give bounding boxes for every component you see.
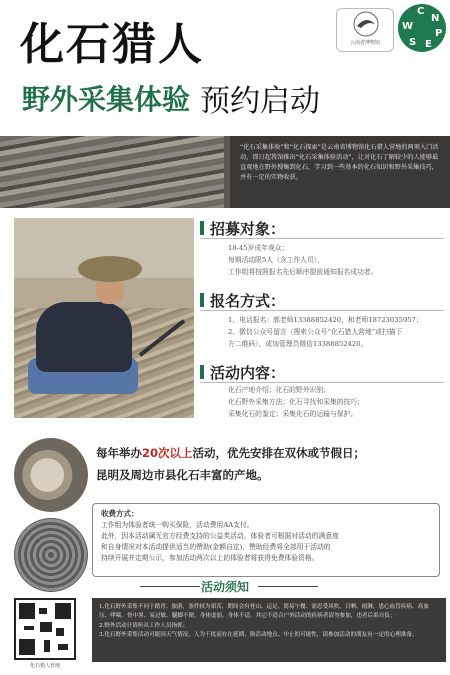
badge-letter: N	[431, 13, 440, 24]
fee-line: 持续开展并定期公示，参加活动两次以上的体验者将获得免费体验资格。	[101, 554, 319, 562]
recruit-text: 18-45岁成年观众； 每期活动限5人（含工作人员）， 工作组将按照报名先后顺序提前通知报名成功者。	[228, 244, 378, 276]
divider	[258, 586, 318, 587]
subtitle-activity: 野外采集体验	[22, 83, 191, 116]
intro-box	[230, 136, 450, 208]
content-text: 化石产地介绍；化石的野外识别； 化石野外采集方法；化石寻找和采集的技巧； 采集化石的鉴定；采集化石的运输与保护。	[228, 386, 364, 418]
notice-line: 2.野外活动计请听从工作人员指挥；	[99, 622, 189, 629]
badge-letter: C	[417, 6, 425, 17]
notice-line: 1.化石野外采集不同于踏青、旅游，条件较为艰苦，期间会有登山、运足、简易午餐、需忍受风吹、日晒、雨淋，患心血管疾病、高血压、哮喘、骨中暑、易过敏、腿脚不便、身体虚弱、身体不适、其它不适合户外活动的疾病者请勿参加，违者后果自负；	[99, 604, 429, 620]
badge-letter: S	[409, 37, 417, 48]
divider	[200, 238, 444, 239]
divider	[200, 382, 444, 383]
fee-box	[92, 503, 440, 577]
wechat-qr-code[interactable]	[14, 598, 76, 660]
notice-title: 活动须知	[200, 580, 249, 594]
rock-strata-photo	[0, 136, 224, 208]
notice-box	[92, 598, 446, 662]
recruit-heading: 招募对象：	[200, 218, 285, 239]
badge-letter: P	[435, 28, 443, 39]
notice-line: 3.化石野外采集活动可能因天气情况、人为干扰而存在延期、换活动地点、中止的可能性，请参加活动的朋友有一定的心理准备。	[99, 632, 418, 639]
page-title: 化石猎人	[20, 19, 204, 70]
content-heading: 活动内容：	[200, 362, 285, 383]
cnpews-badge	[398, 4, 446, 52]
intro-text: “化石采集体验”和“化石探索”是云南省博物馆化石猎人营地的两项入门活动，即日起我馆推出“化石采集体验活动”，让对化石了解较少的人能够最直观地在野外搜集到化石，学习到一些基本的化石知识和野外采集技巧，并有一定的实物收获。	[240, 144, 439, 181]
fee-line: 和自身情况对本活动提供适当的赞助(金额自定)，赞助经费将全部用于活动的	[101, 543, 331, 551]
museum-logo	[336, 8, 394, 52]
qr-caption: 化石猎人营地	[29, 663, 60, 669]
schedule-banner	[96, 442, 446, 486]
badge-letter: W	[402, 21, 414, 32]
museum-logo-caption: 云南省博物馆	[349, 40, 380, 46]
subtitle-launch: 预约启动	[200, 84, 320, 119]
fee-line: 此外，因本活动属无官方经费支持的公益类活动，体验者可根据对活动的满意度	[101, 532, 339, 540]
banner-suffix: 活动，优先安排在双休或节假日；	[192, 446, 366, 460]
banner-highlight: 20次以上	[142, 446, 193, 460]
divider	[200, 310, 444, 311]
fossil-hunter-photo	[14, 218, 194, 418]
banner-prefix: 每年举办	[96, 446, 142, 460]
badge-letter: E	[425, 39, 432, 50]
bird-icon	[337, 9, 395, 39]
signup-heading: 报名方式：	[200, 290, 285, 311]
fee-line: 工作组为体验者统一购买保险，活动费用AA支付。	[101, 521, 254, 529]
signup-text: 1、电话报名：郭老师13388852420，和老师18723035957； 2、微信公众号留言（搜索公众号“化石猎人营地”或扫描下 方二维码），或加管理员微信13388852420。	[228, 316, 423, 348]
fee-title: 收费方式：	[101, 509, 139, 518]
trilobite-fossil-photo	[14, 438, 88, 512]
banner-location: 昆明及周边市县化石丰富的产地。	[96, 468, 269, 482]
